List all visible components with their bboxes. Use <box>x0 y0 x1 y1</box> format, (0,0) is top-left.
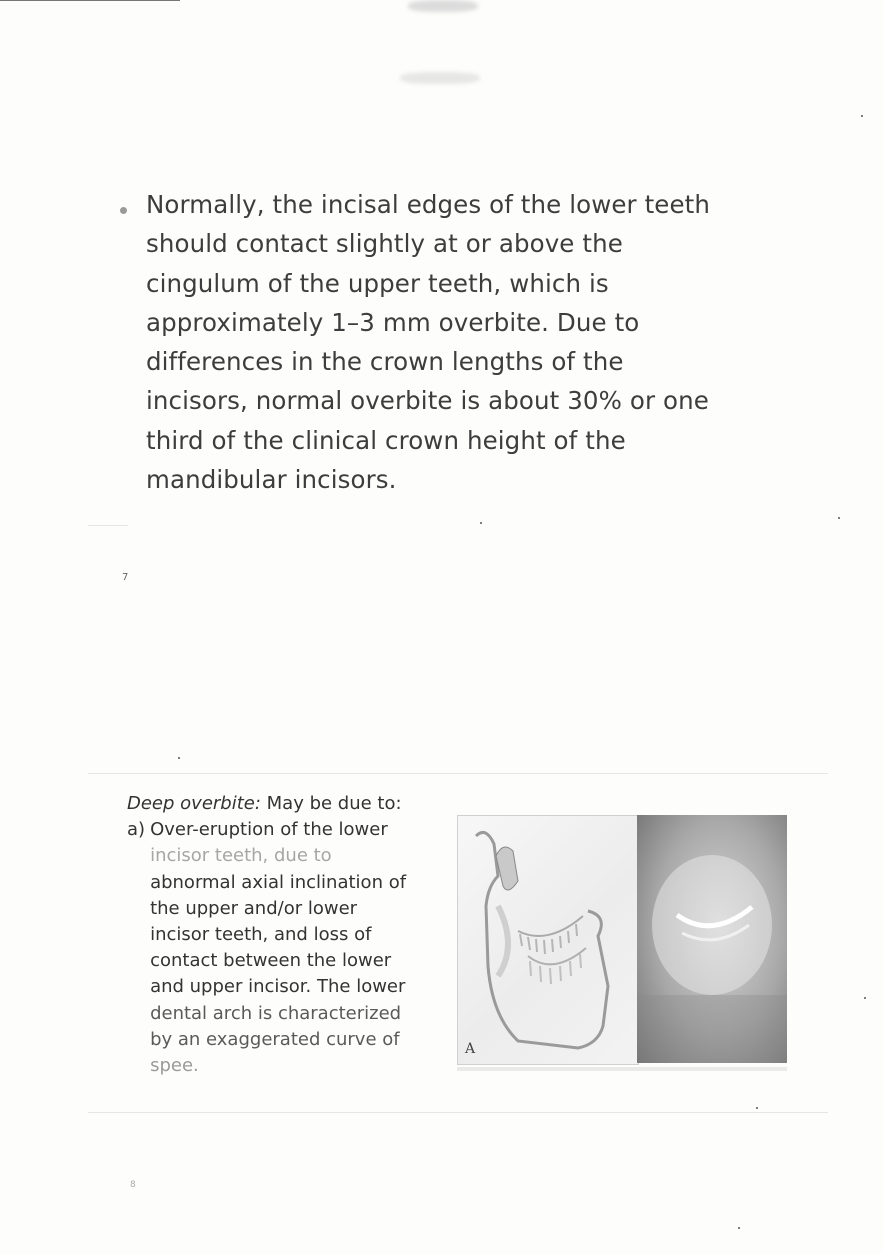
cause-list-item <box>127 817 447 1079</box>
scan-speck <box>838 517 840 519</box>
page-number: 8 <box>130 1180 136 1190</box>
scan-speck <box>864 997 866 999</box>
paragraph-line: third of the clinical crown height of the <box>146 425 626 455</box>
figure-label-a: A <box>465 1041 476 1057</box>
bullet-icon <box>120 207 127 214</box>
overbite-paragraph <box>146 185 710 499</box>
slide-divider <box>88 773 828 774</box>
paragraph-line: should contact slightly at or above the <box>146 229 623 259</box>
scan-smudge-top <box>408 0 478 12</box>
slide-divider <box>88 1112 828 1113</box>
item-line: incisor teeth, and loss of <box>150 924 372 946</box>
scan-edge-line <box>0 0 180 1</box>
item-line: and upper incisor. The lower <box>150 976 406 998</box>
item-line: spee. <box>150 1055 199 1077</box>
item-line: dental arch is characterized <box>150 1002 402 1024</box>
paragraph-line: Normally, the incisal edges of the lower teeth <box>146 190 710 219</box>
paragraph-line: approximately 1–3 mm overbite. Due to <box>146 307 640 337</box>
item-line: by an exaggerated curve of <box>150 1028 400 1050</box>
slide-7 <box>120 185 760 499</box>
scan-speck <box>178 757 180 759</box>
paragraph-line: mandibular incisors. <box>146 465 397 495</box>
intraoral-drawing <box>637 815 787 1063</box>
paragraph-line: differences in the crown lengths of the <box>146 347 624 377</box>
intraoral-photo <box>637 815 787 1063</box>
overbite-figure <box>457 815 787 1075</box>
mandible-drawing <box>458 816 638 1064</box>
slide-divider <box>88 525 128 526</box>
heading-rest: May be due to: <box>260 793 402 814</box>
scan-smudge-header <box>400 72 480 84</box>
list-letter: a) <box>127 819 146 841</box>
scan-speck <box>738 1227 740 1229</box>
scan-speck <box>756 1107 758 1109</box>
item-line: contact between the lower <box>150 950 392 972</box>
heading-term: Deep overbite: <box>127 793 261 814</box>
page-number: 7 <box>122 572 129 583</box>
figure-bottom-edge <box>457 1067 787 1071</box>
scan-speck <box>480 522 482 524</box>
deep-overbite-heading <box>127 791 447 817</box>
item-line: abnormal axial inclination of <box>150 871 407 893</box>
paragraph-line: incisors, normal overbite is about 30% or one <box>146 386 709 416</box>
item-line: the upper and/or lower <box>150 897 358 919</box>
scan-speck <box>861 115 863 117</box>
list-item-text <box>150 817 406 1079</box>
slide-8-text <box>127 791 447 1079</box>
bullet-item <box>120 185 760 499</box>
item-line: incisor teeth, due to <box>150 845 332 867</box>
paragraph-line: cingulum of the upper teeth, which is <box>146 268 609 298</box>
item-line: Over-eruption of the lower <box>150 819 388 841</box>
mandible-xray-image <box>457 815 639 1065</box>
